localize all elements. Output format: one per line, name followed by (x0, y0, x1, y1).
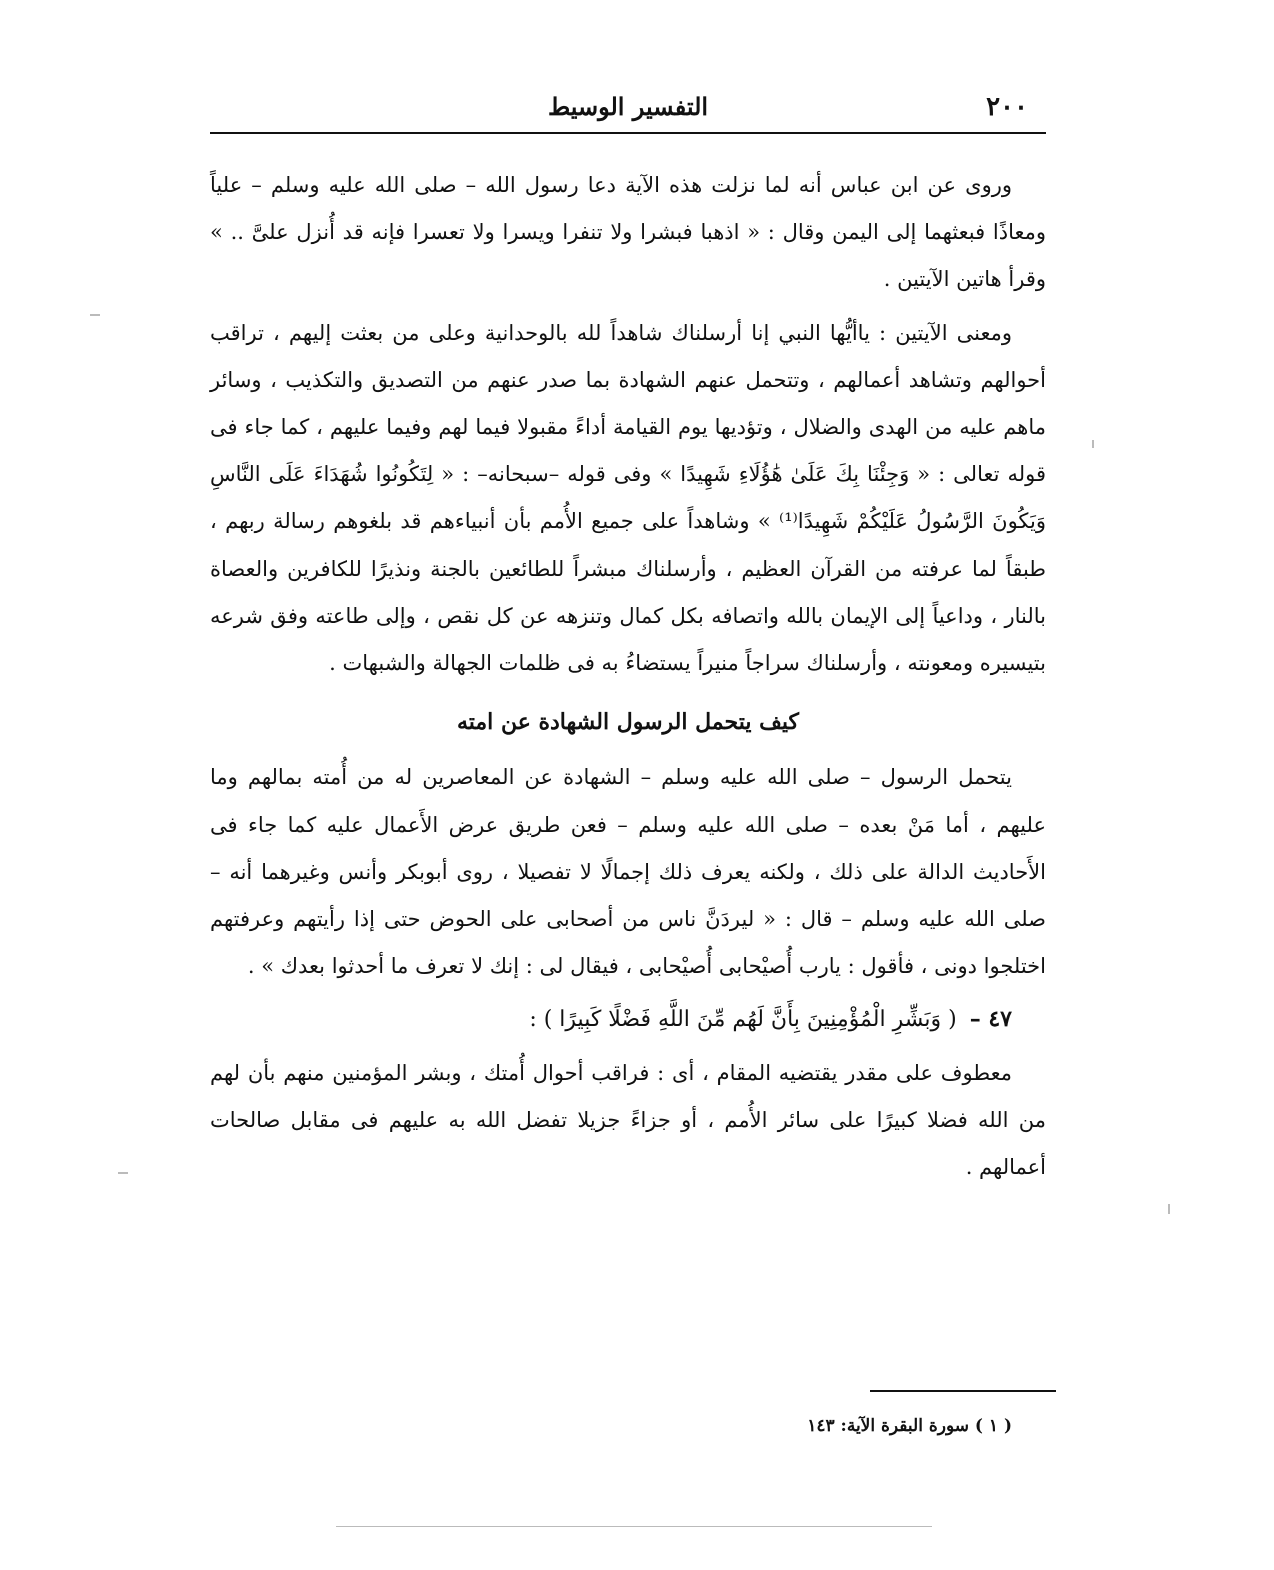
paragraph: معطوف على مقدر يقتضيه المقام ، أى : فراقب أحوال أُمتك ، وبشر المؤمنين منهم بأن لهم من الله فضلا كبيرًا على سائر الأُمم ، أو جزاءً جزيلا تفضل الله به عليهم فى مقابل صالحات أعمالهم . (210, 1060, 1046, 1180)
scan-mark (90, 314, 100, 316)
section-heading: كيف يتحمل الرسول الشهادة عن امته (456, 709, 800, 736)
scan-mark (336, 1526, 932, 1527)
paragraph: ومعنى الآيتين : ياأيُّها النبي إنا أرسلناك شاهداً لله بالوحدانية وعلى من بعثت إليهم ، تراقب أحوالهم وتشاهد أعمالهم ، وتتحمل عنهم الشهادة بما صدر عنهم من التصديق والتكذيب ، وسائر ماهم عليه من الهدى والضلال ، وتؤديها يوم القيامة أداءً مقبولا فيما لهم وفيما عليهم ، كما جاء فى قوله تعالى : « وَجِئْنَا بِكَ عَلَىٰ هَٰؤُلَاءِ شَهِيدًا » وفى قوله –سبحانه– : « لِتَكُونُوا شُهَدَاءَ عَلَى النَّاسِ وَيَكُونَ الرَّسُولُ عَلَيْكُمْ شَهِيدًا⁽¹⁾ » وشاهداً على جميع الأُمم بأن أنبياءهم قد بلغوهم رسالة ربهم ، طبقاً لما عرفته من القرآن العظيم ، وأرسلناك مبشراً للطائعين بالجنة ونذيرًا للكافرين والعصاة بالنار ، وداعياً إلى الإيمان بالله واتصافه بكل كمال وتنزهه عن كل نقص ، وإلى طاعته وفق شرعه بتيسيره ومعونته ، وأرسلناك سراجاً منيراً يستضاءُ به فى ظلمات الجهالة والشبهات . (210, 320, 1047, 676)
page-header (210, 88, 1046, 128)
page-number: ٢٠٠ (986, 92, 1028, 122)
verse-text: ( وَبَشِّرِ الْمُؤْمِنِينَ بِأَنَّ لَهُم مِّنَ اللَّهِ فَضْلًا كَبِيرًا ) : (529, 1007, 957, 1033)
paragraph: وروى عن ابن عباس أنه لما نزلت هذه الآية دعا رسول الله – صلى الله عليه وسلم – علياً ومعاذًا فبعثهما إلى اليمن وقال : « اذهبا فبشرا ولا تنفرا ويسرا ولا تعسرا فإنه قد أُنزل علىَّ .. » وقرأ هاتين الآيتين . (210, 173, 1046, 292)
footnote-rule (870, 1390, 1056, 1392)
verse-number: ٤٧ – (969, 1006, 1012, 1033)
running-title: التفسير الوسيط (547, 92, 709, 121)
paragraph: يتحمل الرسول – صلى الله عليه وسلم – الشهادة عن المعاصرين له من أُمته بمالهم وما عليهم ، أما مَنْ بعده – صلى الله عليه وسلم – فعن طريق عرض الأَعمال عليه كما جاء فى الأَحاديث الدالة على ذلك ، ولكنه يعرف ذلك إجمالًا لا تفصيلا ، روى أبوبكر وأنس وغيرهما أنه – صلى الله عليه وسلم – قال : « ليردَنَّ ناس من أصحابى على الحوض حتى إذا رأيتهم وعرفتهم اختلجوا دونى ، فأقول : يارب أُصيْحابى أُصيْحابى ، فيقال لى : إنك لا تعرف ما أحدثوا بعدك » . (210, 765, 1046, 979)
verse-line (210, 996, 1046, 1043)
scan-mark (1168, 1204, 1170, 1214)
scan-mark (1092, 440, 1094, 448)
footnote: ( ١ ) سورة البقرة الآية: ١٤٣ (807, 1416, 1012, 1436)
header-rule (210, 132, 1046, 134)
page-body (210, 162, 1046, 1197)
scan-mark (118, 1172, 128, 1174)
